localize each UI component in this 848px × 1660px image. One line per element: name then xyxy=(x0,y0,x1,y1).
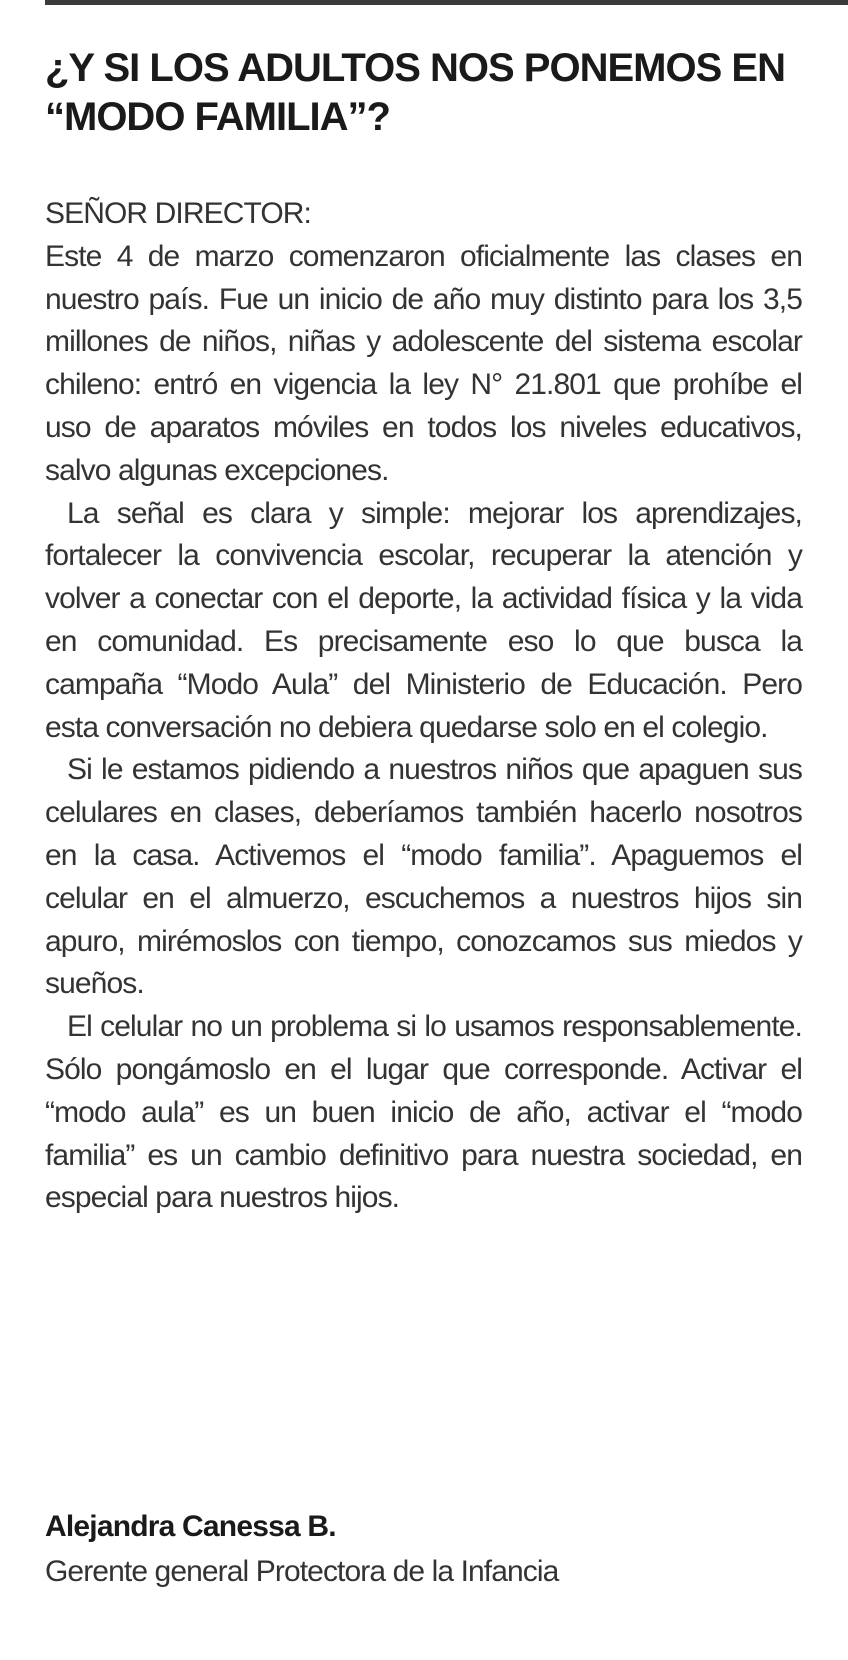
signature-role: Gerente general Protectora de la Infancia xyxy=(45,1555,559,1588)
paragraph-3: Si le estamos pidiendo a nuestros niños que apaguen sus celulares en clases, deberíamos también hacerlo nosotros en la casa. Activemos el “modo familia”. Apaguemos el celular en el almuerzo, escuchemos a nuestros hijos sin apuro, mirémoslos con tiempo, conozcamos sus miedos y sueños. xyxy=(45,753,802,1001)
top-divider xyxy=(45,0,848,5)
letter-headline: ¿Y SI LOS ADULTOS NOS PONEMOS EN “MODO FAMILIA”? xyxy=(45,46,785,139)
paragraph-2: La señal es clara y simple: mejorar los aprendizajes, fortalecer la convivencia escolar, recuperar la atención y volver a conectar con el deporte, la actividad física y la vida en comunidad. Es precisamente eso lo que busca la campaña “Modo Aula” del Ministerio de Educación. Pero esta conversación no debiera quedarse solo en el colegio. xyxy=(45,496,802,744)
paragraph-1: Este 4 de marzo comenzaron oficialmente las clases en nuestro país. Fue un inicio de año muy distinto para los 3,5 millones de niños, niñas y adolescente del sistema escolar chileno: entró en vigencia la ley N° 21.801 que prohíbe el uso de aparatos móviles en todos los niveles educativos, salvo algunas excepciones. xyxy=(45,239,802,487)
letter-body xyxy=(45,193,802,1220)
paragraph-4: El celular no un problema si lo usamos responsablemente. Sólo pongámoslo en el lugar que corresponde. Activar el “modo aula” es un buen inicio de año, activar el “modo familia” es un cambio definitivo para nuestra sociedad, en especial para nuestros hijos. xyxy=(45,1010,802,1215)
signature-name: Alejandra Canessa B. xyxy=(45,1510,336,1543)
salutation: SEÑOR DIRECTOR: xyxy=(45,197,311,230)
